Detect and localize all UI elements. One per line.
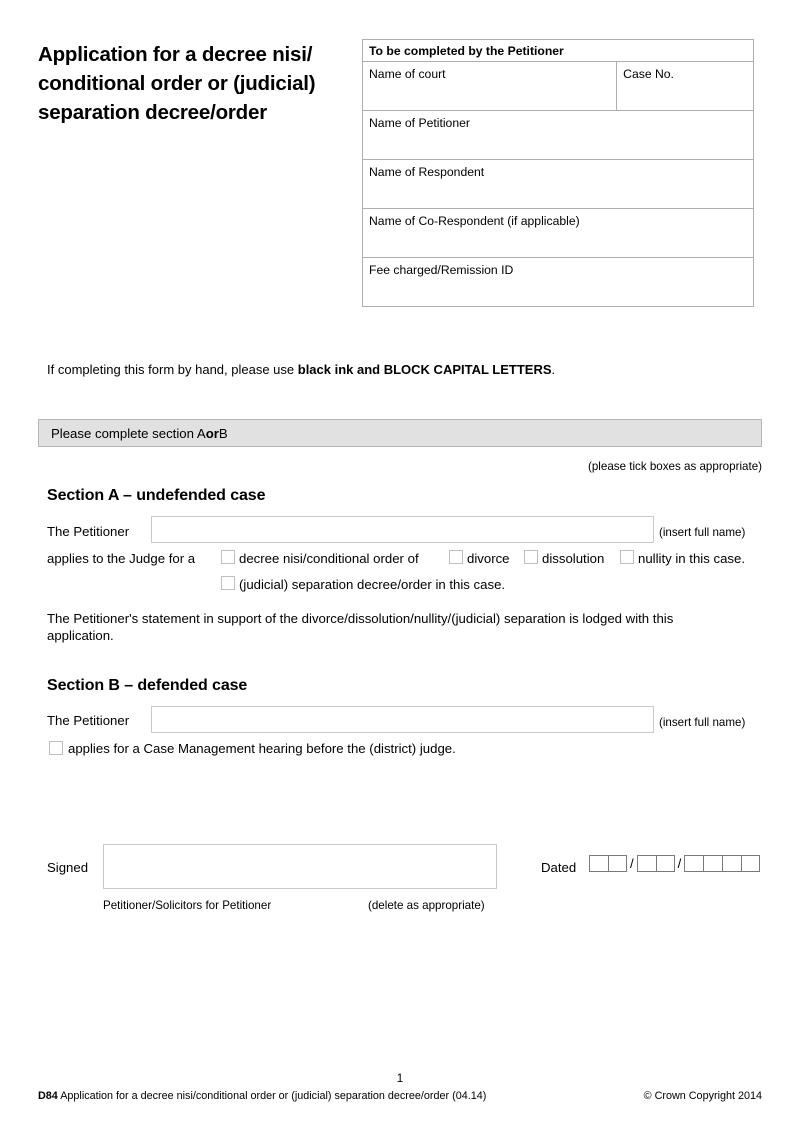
banner-emphasis: or bbox=[205, 425, 219, 441]
field-fee-charged-remission-id[interactable]: Fee charged/Remission ID bbox=[363, 258, 754, 307]
field-name-of-court[interactable]: Name of court bbox=[363, 62, 617, 111]
handwriting-instruction bbox=[47, 361, 555, 378]
section-b-name-hint: (insert full name) bbox=[659, 716, 746, 729]
date-year-group[interactable] bbox=[684, 855, 760, 872]
banner-suffix: B bbox=[218, 425, 228, 441]
delete-as-appropriate-caption: (delete as appropriate) bbox=[368, 899, 485, 912]
section-a-heading: Section A – undefended case bbox=[47, 487, 266, 504]
date-separator: / bbox=[630, 856, 634, 871]
date-cell[interactable] bbox=[589, 855, 608, 872]
checkbox-divorce[interactable] bbox=[449, 550, 463, 564]
section-b-heading: Section B – defended case bbox=[47, 677, 248, 694]
section-a-statement: The Petitioner's statement in support of the divorce/dissolution/nullity/(judicial) separation is lodged with this application. bbox=[47, 611, 674, 643]
date-cell[interactable] bbox=[722, 855, 741, 872]
checkbox-case-management-hearing-label: applies for a Case Management hearing before the (district) judge. bbox=[68, 741, 456, 756]
checkbox-judicial-separation-label: (judicial) separation decree/order in this case. bbox=[239, 577, 506, 592]
banner-prefix: Please complete section A bbox=[51, 425, 206, 441]
table-row bbox=[363, 209, 754, 258]
section-b-petitioner-name-input[interactable] bbox=[151, 706, 654, 733]
section-a-petitioner-label: The Petitioner bbox=[47, 524, 130, 539]
checkbox-judicial-separation[interactable] bbox=[221, 576, 235, 590]
signature-caption: Petitioner/Solicitors for Petitioner bbox=[103, 899, 272, 912]
checkbox-nullity[interactable] bbox=[620, 550, 634, 564]
date-cell[interactable] bbox=[703, 855, 722, 872]
table-header-cell: To be completed by the Petitioner bbox=[363, 40, 754, 62]
handwriting-note-emphasis: black ink and BLOCK CAPITAL LETTERS bbox=[297, 362, 552, 377]
date-separator: / bbox=[677, 856, 682, 871]
section-choice-banner bbox=[38, 419, 762, 447]
checkbox-dissolution-label: dissolution bbox=[542, 551, 605, 566]
date-input-group[interactable] bbox=[589, 855, 760, 872]
field-name-of-co-respondent[interactable]: Name of Co-Respondent (if applicable) bbox=[363, 209, 754, 258]
section-a-name-hint: (insert full name) bbox=[659, 526, 746, 539]
date-cell[interactable] bbox=[637, 855, 656, 872]
table-row bbox=[363, 160, 754, 209]
date-cell[interactable] bbox=[656, 855, 675, 872]
checkbox-decree-nisi[interactable] bbox=[221, 550, 235, 564]
section-b-petitioner-label: The Petitioner bbox=[47, 713, 130, 728]
handwriting-note-prefix: If completing this form by hand, please use bbox=[47, 362, 298, 377]
handwriting-note-suffix: . bbox=[551, 362, 556, 377]
date-cell[interactable] bbox=[741, 855, 760, 872]
table-row bbox=[363, 258, 754, 307]
dated-label: Dated bbox=[541, 860, 577, 875]
checkbox-case-management-hearing[interactable] bbox=[49, 741, 63, 755]
footer-form-code: D84 bbox=[38, 1090, 58, 1102]
field-case-number[interactable]: Case No. bbox=[617, 62, 754, 111]
date-cell[interactable] bbox=[608, 855, 627, 872]
date-day-group[interactable] bbox=[589, 855, 627, 872]
table-row bbox=[363, 111, 754, 160]
signed-label: Signed bbox=[47, 860, 89, 875]
petitioner-details-table bbox=[362, 39, 754, 307]
footer-form-reference bbox=[38, 1090, 486, 1102]
table-row bbox=[363, 62, 754, 111]
field-name-of-petitioner[interactable]: Name of Petitioner bbox=[363, 111, 754, 160]
signature-input[interactable] bbox=[103, 844, 497, 889]
checkbox-decree-nisi-label: decree nisi/conditional order of bbox=[239, 551, 419, 566]
date-month-group[interactable] bbox=[637, 855, 675, 872]
section-a-applies-label: applies to the Judge for a bbox=[47, 551, 196, 566]
checkbox-nullity-label: nullity in this case. bbox=[638, 551, 746, 566]
section-a-petitioner-name-input[interactable] bbox=[151, 516, 654, 543]
footer-copyright: © Crown Copyright 2014 bbox=[643, 1090, 762, 1102]
footer-form-description: Application for a decree nisi/conditional order or (judicial) separation decree/order (04.14) bbox=[57, 1090, 487, 1102]
page-title: Application for a decree nisi/ conditional order or (judicial) separation decree/order bbox=[38, 43, 316, 124]
page-number: 1 bbox=[396, 1072, 404, 1085]
checkbox-dissolution[interactable] bbox=[524, 550, 538, 564]
checkbox-divorce-label: divorce bbox=[467, 551, 510, 566]
date-cell[interactable] bbox=[684, 855, 703, 872]
table-row-header bbox=[363, 40, 754, 62]
tick-boxes-note: (please tick boxes as appropriate) bbox=[588, 460, 762, 473]
field-name-of-respondent[interactable]: Name of Respondent bbox=[363, 160, 754, 209]
